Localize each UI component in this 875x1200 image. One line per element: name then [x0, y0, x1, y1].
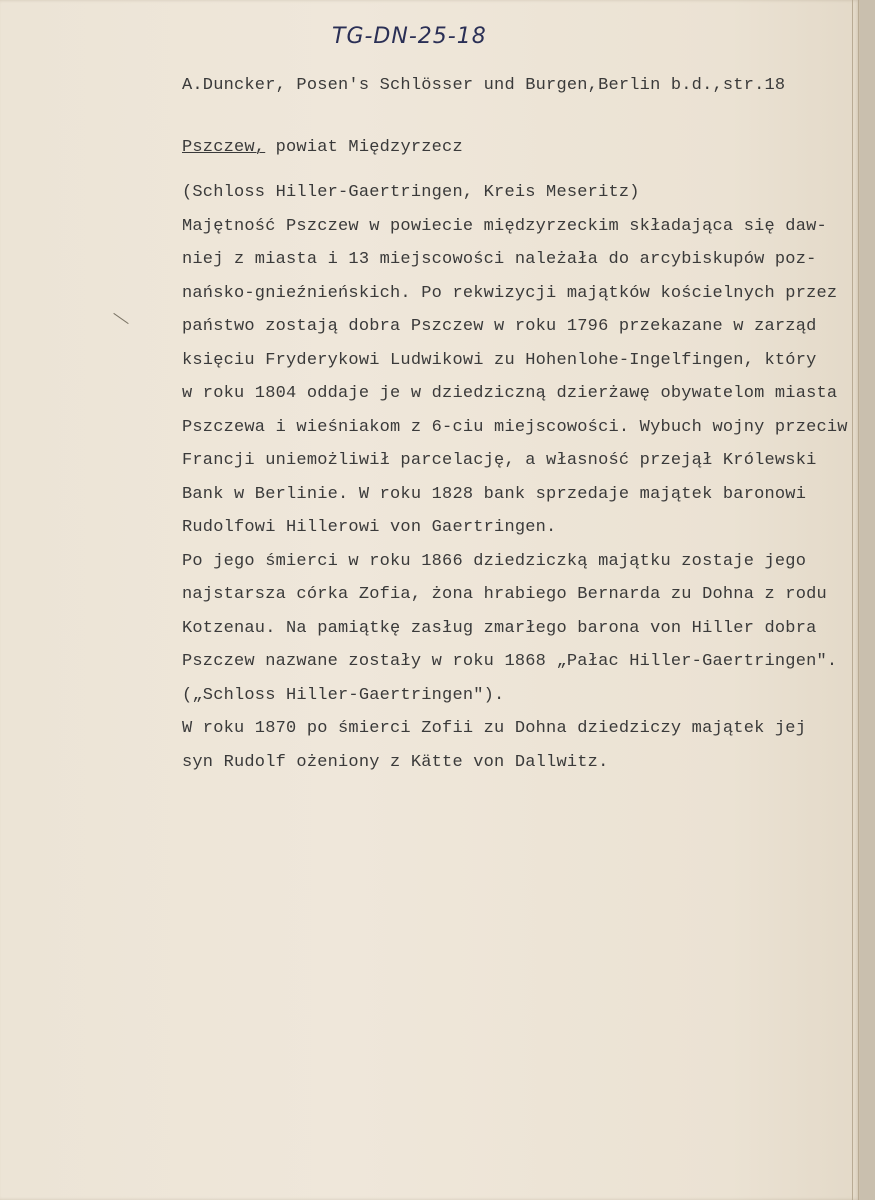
text-line: Majętność Pszczew w powiecie międzyrzeckim składająca się daw- — [182, 216, 827, 236]
text-line: Pszczewa i wieśniakom z 6-ciu miejscowości. Wybuch wojny przeciw — [182, 417, 848, 437]
document-heading — [182, 138, 463, 157]
text-line: Pszczew nazwane zostały w roku 1868 „Pałac Hiller-Gaertringen". — [182, 652, 838, 671]
page-edge — [858, 0, 859, 1200]
heading-place: Pszczew, — [182, 138, 266, 157]
text-line: w roku 1804 oddaje je w dziedziczną dzierżawę obywatelom miasta — [182, 384, 838, 403]
page-edge — [852, 0, 853, 1200]
text-line: najstarsza córka Zofia, żona hrabiego Bernarda zu Dohna z rodu — [182, 585, 827, 604]
text-line: księciu Fryderykowi Ludwikowi zu Hohenlohe-Ingelfingen, który — [182, 350, 817, 370]
text-line: („Schloss Hiller-Gaertringen"). — [182, 685, 505, 705]
text-line: Bank w Berlinie. W roku 1828 bank sprzedaje majątek baronowi — [182, 484, 807, 504]
text-line: państwo zostają dobra Pszczew w roku 1796 przekazane w zarząd — [182, 317, 817, 336]
text-line: Kotzenau. Na pamiątkę zasług zmarłego barona von Hiller dobra — [182, 618, 817, 638]
heading-rest: powiat Międzyrzecz — [265, 138, 463, 157]
archive-code: TG-DN-25-18 — [332, 24, 487, 49]
text-line: Rudolfowi Hillerowi von Gaertringen. — [182, 518, 557, 537]
text-line: (Schloss Hiller-Gaertringen, Kreis Meseritz) — [182, 183, 640, 202]
text-line: Francji uniemożliwił parcelację, a własność przejął Królewski — [182, 451, 817, 470]
pen-mark — [113, 313, 128, 324]
text-line: W roku 1870 po śmierci Zofii zu Dohna dziedziczy majątek jej — [182, 719, 807, 738]
text-line: Po jego śmierci w roku 1866 dziedziczką majątku zostaje jego — [182, 551, 807, 571]
text-line: niej z miasta i 13 miejscowości należała do arcybiskupów poz- — [182, 250, 817, 269]
text-line: syn Rudolf ożeniony z Kätte von Dallwitz. — [182, 752, 609, 772]
text-line: nańsko-gnieźnieńskich. Po rekwizycji majątków kościelnych przez — [182, 283, 838, 303]
body-text — [182, 176, 848, 779]
source-reference: A.Duncker, Posen's Schlösser und Burgen,Berlin b.d.,str.18 — [182, 76, 786, 95]
